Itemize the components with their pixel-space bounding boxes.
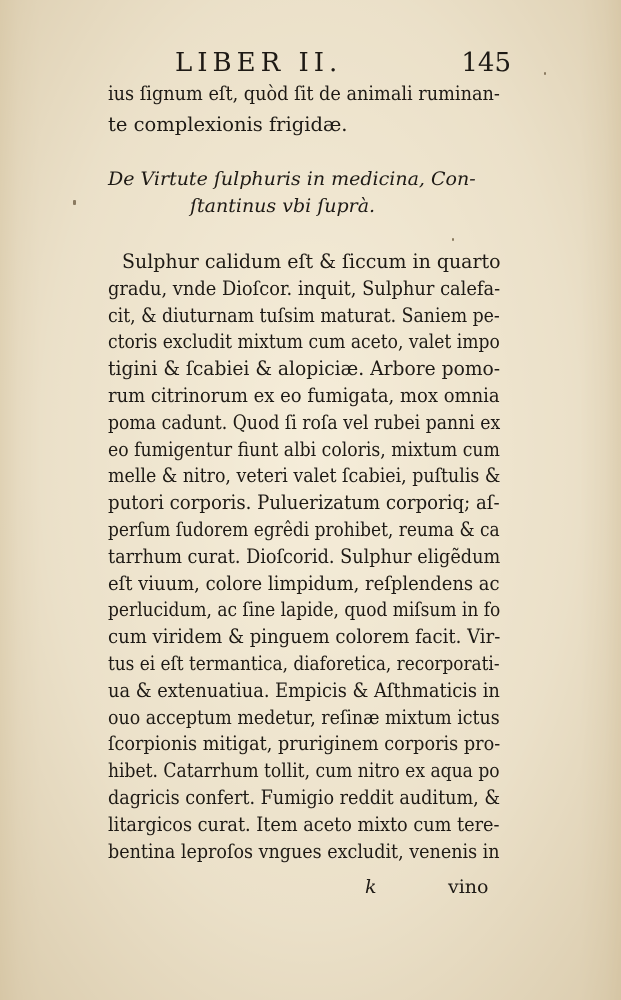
text-line: gradu, vnde Dioſcor. inquit, Sulphur calefa- [108,276,501,300]
text-line: perſum ſudorem egrêdi prohibet, reuma & ca [108,518,500,541]
text-line: perlucidum, ac ſine lapide, quod miſsum in fo [108,598,501,622]
text-line: poma cadunt. Quod ſi roſa vel rubei panni ex [108,410,501,434]
text-line: eſt viuum, colore limpidum, reſplendens ac [108,571,500,595]
text-line: eo fumigentur fiunt albi coloris, mixtum cum [108,437,500,461]
catchword: vino [448,876,489,898]
text-line: te complexionis frigidæ. [108,113,348,136]
running-title: LIBER II. [175,48,343,78]
text-line: ua & extenuatiua. Empicis & Aſthmaticis in [108,678,500,702]
text-line: bentina leproſos vngues excludit, venenis in [108,839,500,863]
text-line: ctoris excludit mixtum cum aceto, valet impo [108,330,500,354]
text-line: rum citrinorum ex eo fumigata, mox omnia [108,384,500,407]
text-line: putori corporis. Puluerizatum corporiq; aſ- [108,491,500,515]
paper-speck [544,72,546,75]
text-line: cit, & diuturnam tuſsim maturat. Saniem pe- [108,303,500,327]
text-line: melle & nitro, veteri valet ſcabiei, puſtulis & [108,464,501,488]
page-header [175,48,511,82]
text-line: ſcorpionis mitigat, pruriginem corporis pro- [108,732,501,756]
text-line: litargicos curat. Item aceto mixto cum tere- [108,812,500,836]
text-line: Sulphur calidum eſt & ſiccum in quarto [122,250,501,273]
text-line: tigini & ſcabiei & alopiciæ. Arbore pomo- [108,357,501,381]
text-line: cum viridem & pinguem colorem facit. Vir- [108,625,501,649]
text-line: ouo acceptum medetur, reſinæ mixtum ictus [108,705,500,729]
text-line: ius ſignum eſt, quòd ſit de animali ruminan- [108,82,500,105]
text-line: tarrhum curat. Dioſcorid. Sulphur eligẽdum [108,544,501,568]
paper-speck [452,238,454,241]
text-line: hibet. Catarrhum tollit, cum nitro ex aqua po [108,759,500,783]
heading-line: De Virtute ſulphuris in medicina, Con- [108,168,476,190]
heading-line: ſtantinus vbi ſuprà. [190,195,376,217]
text-line: dagricis confert. Fumigio reddit auditum, & [108,786,501,809]
text-line: tus ei eſt termantica, diaforetica, recorporati- [108,652,500,675]
paper-speck [73,200,76,205]
page-number: 145 [461,48,511,78]
signature-mark: k [365,876,377,898]
